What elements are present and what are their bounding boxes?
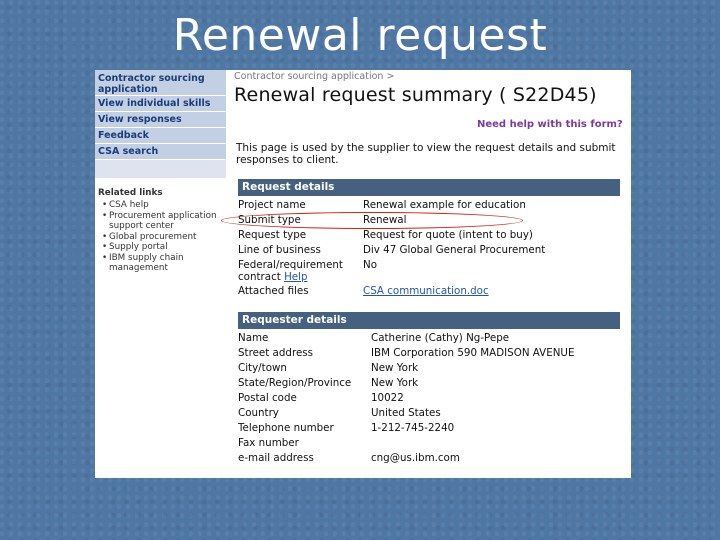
request-details-header: Request details	[238, 179, 620, 196]
nav-view-individual-skills[interactable]: View individual skills	[95, 96, 226, 112]
nav-spacer	[95, 160, 226, 178]
requester-label: e-mail address	[238, 452, 314, 464]
detail-value: Request for quote (intent to buy)	[363, 229, 533, 241]
related-link-supply-portal[interactable]: • Supply portal	[102, 242, 226, 253]
requester-label: Fax number	[238, 437, 299, 449]
related-link-csa-help[interactable]: • CSA help	[102, 200, 226, 211]
detail-label: Request type	[238, 229, 307, 241]
requester-value: 10022	[371, 392, 404, 404]
detail-label: Project name	[238, 199, 306, 211]
requester-label: Country	[238, 407, 279, 419]
requester-label: Postal code	[238, 392, 297, 404]
detail-value: No	[363, 259, 378, 271]
screenshot-panel	[95, 70, 631, 478]
detail-label: Attached files	[238, 285, 309, 297]
nav-view-responses[interactable]: View responses	[95, 112, 226, 128]
detail-label: Federal/requirement contract	[238, 259, 343, 283]
requester-value: New York	[371, 377, 419, 389]
related-links	[95, 178, 226, 274]
requester-label: City/town	[238, 362, 287, 374]
nav-feedback[interactable]: Feedback	[95, 128, 226, 144]
requester-value: IBM Corporation 590 MADISON AVENUE	[371, 347, 575, 359]
requester-value: New York	[371, 362, 419, 374]
detail-value: Renewal	[363, 214, 407, 226]
help-form-link[interactable]: Need help with this form?	[477, 119, 623, 130]
related-links-title: Related links	[98, 188, 163, 198]
main-content	[234, 70, 624, 106]
requester-value: cng@us.ibm.com	[371, 452, 460, 464]
breadcrumb[interactable]: Contractor sourcing application >	[234, 71, 395, 82]
related-link-global-procurement[interactable]: • Global procurement	[102, 232, 226, 243]
requester-value: Catherine (Cathy) Ng-Pepe	[371, 332, 510, 344]
requester-label: Telephone number	[238, 422, 334, 434]
requester-details-header: Requester details	[238, 312, 620, 329]
slide-title: Renewal request	[172, 10, 548, 61]
sidebar	[95, 70, 226, 478]
related-link-procurement-support[interactable]: • Procurement application support center	[102, 211, 226, 232]
detail-label: Line of business	[238, 244, 321, 256]
requester-label: State/Region/Province	[238, 377, 352, 389]
detail-value: Div 47 Global General Procurement	[363, 244, 546, 256]
help-link[interactable]: Help	[284, 271, 308, 283]
requester-label: Name	[238, 332, 269, 344]
intro-text: This page is used by the supplier to view the request details and submit responses to client.	[236, 142, 616, 166]
requester-value: 1-212-745-2240	[371, 422, 455, 434]
page-title: Renewal request summary ( S22D45)	[234, 84, 597, 106]
requester-label: Street address	[238, 347, 314, 359]
related-link-ibm-supply-chain[interactable]: • IBM supply chain management	[102, 253, 226, 274]
nav-csa-search[interactable]: CSA search	[95, 144, 226, 160]
detail-label: Submit type	[238, 214, 301, 226]
attached-file-link[interactable]: CSA communication.doc	[363, 285, 489, 297]
detail-value: Renewal example for education	[363, 199, 526, 211]
nav-contractor-sourcing-application[interactable]: Contractor sourcing application	[95, 70, 226, 96]
requester-value: United States	[371, 407, 441, 419]
